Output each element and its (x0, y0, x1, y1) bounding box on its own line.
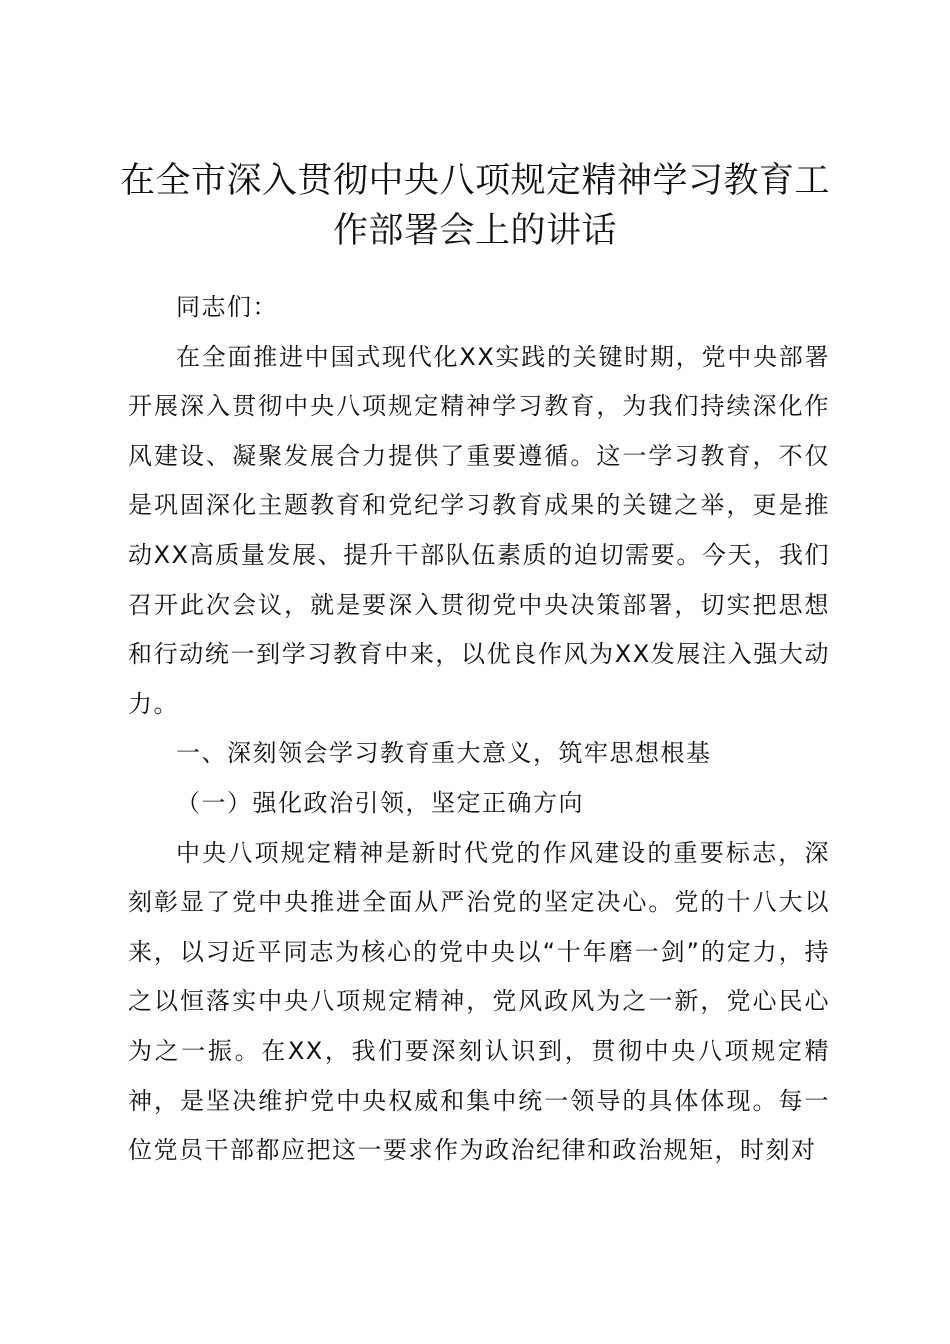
section-heading-1: 一、深刻领会学习教育重大意义，筑牢思想根基 (176, 739, 712, 768)
intro-paragraph: 在全面推进中国式现代化XX实践的关键时期，党中央部署开展深入贯彻中央八项规定精神学习教育，为我们持续深化作风建设、凝聚发展合力提供了重要遵循。这一学习教育，不仅是巩固深化主题教育和党纪学习教育成果的关键之举，更是推动XX高质量发展、提升干部队伍素质的迫切需要。今天，我们召开此次会议，就是要深入贯彻党中央决策部署，切实把思想和行动统一到学习教育中来，以优良作风为XX发展注入强大动力。 (128, 342, 830, 718)
salutation: 同志们： (176, 293, 278, 321)
body-paragraph-2: 中央八项规定精神是新时代党的作风建设的重要标志，深刻彰显了党中央推进全面从严治党的坚定决心。党的十八大以来，以习近平同志为核心的党中央以“十年磨一剑”的定力，持之以恒落实中央八项规定精神，党风政风为之一新，党心民心为之一振。在XX，我们要深刻认识到，贯彻中央八项规定精神，是坚决维护党中央权威和集中统一领导的具体体现。每一位党员干部都应把这一要求作为政治纪律和政治规矩，时刻对 (128, 838, 830, 1165)
subsection-heading-1-1: （一）强化政治引领，坚定正确方向 (176, 788, 584, 817)
document-title: 在全市深入贯彻中央八项规定精神学习教育工作部署会上的讲话 (120, 161, 831, 251)
document-body (128, 283, 830, 1176)
